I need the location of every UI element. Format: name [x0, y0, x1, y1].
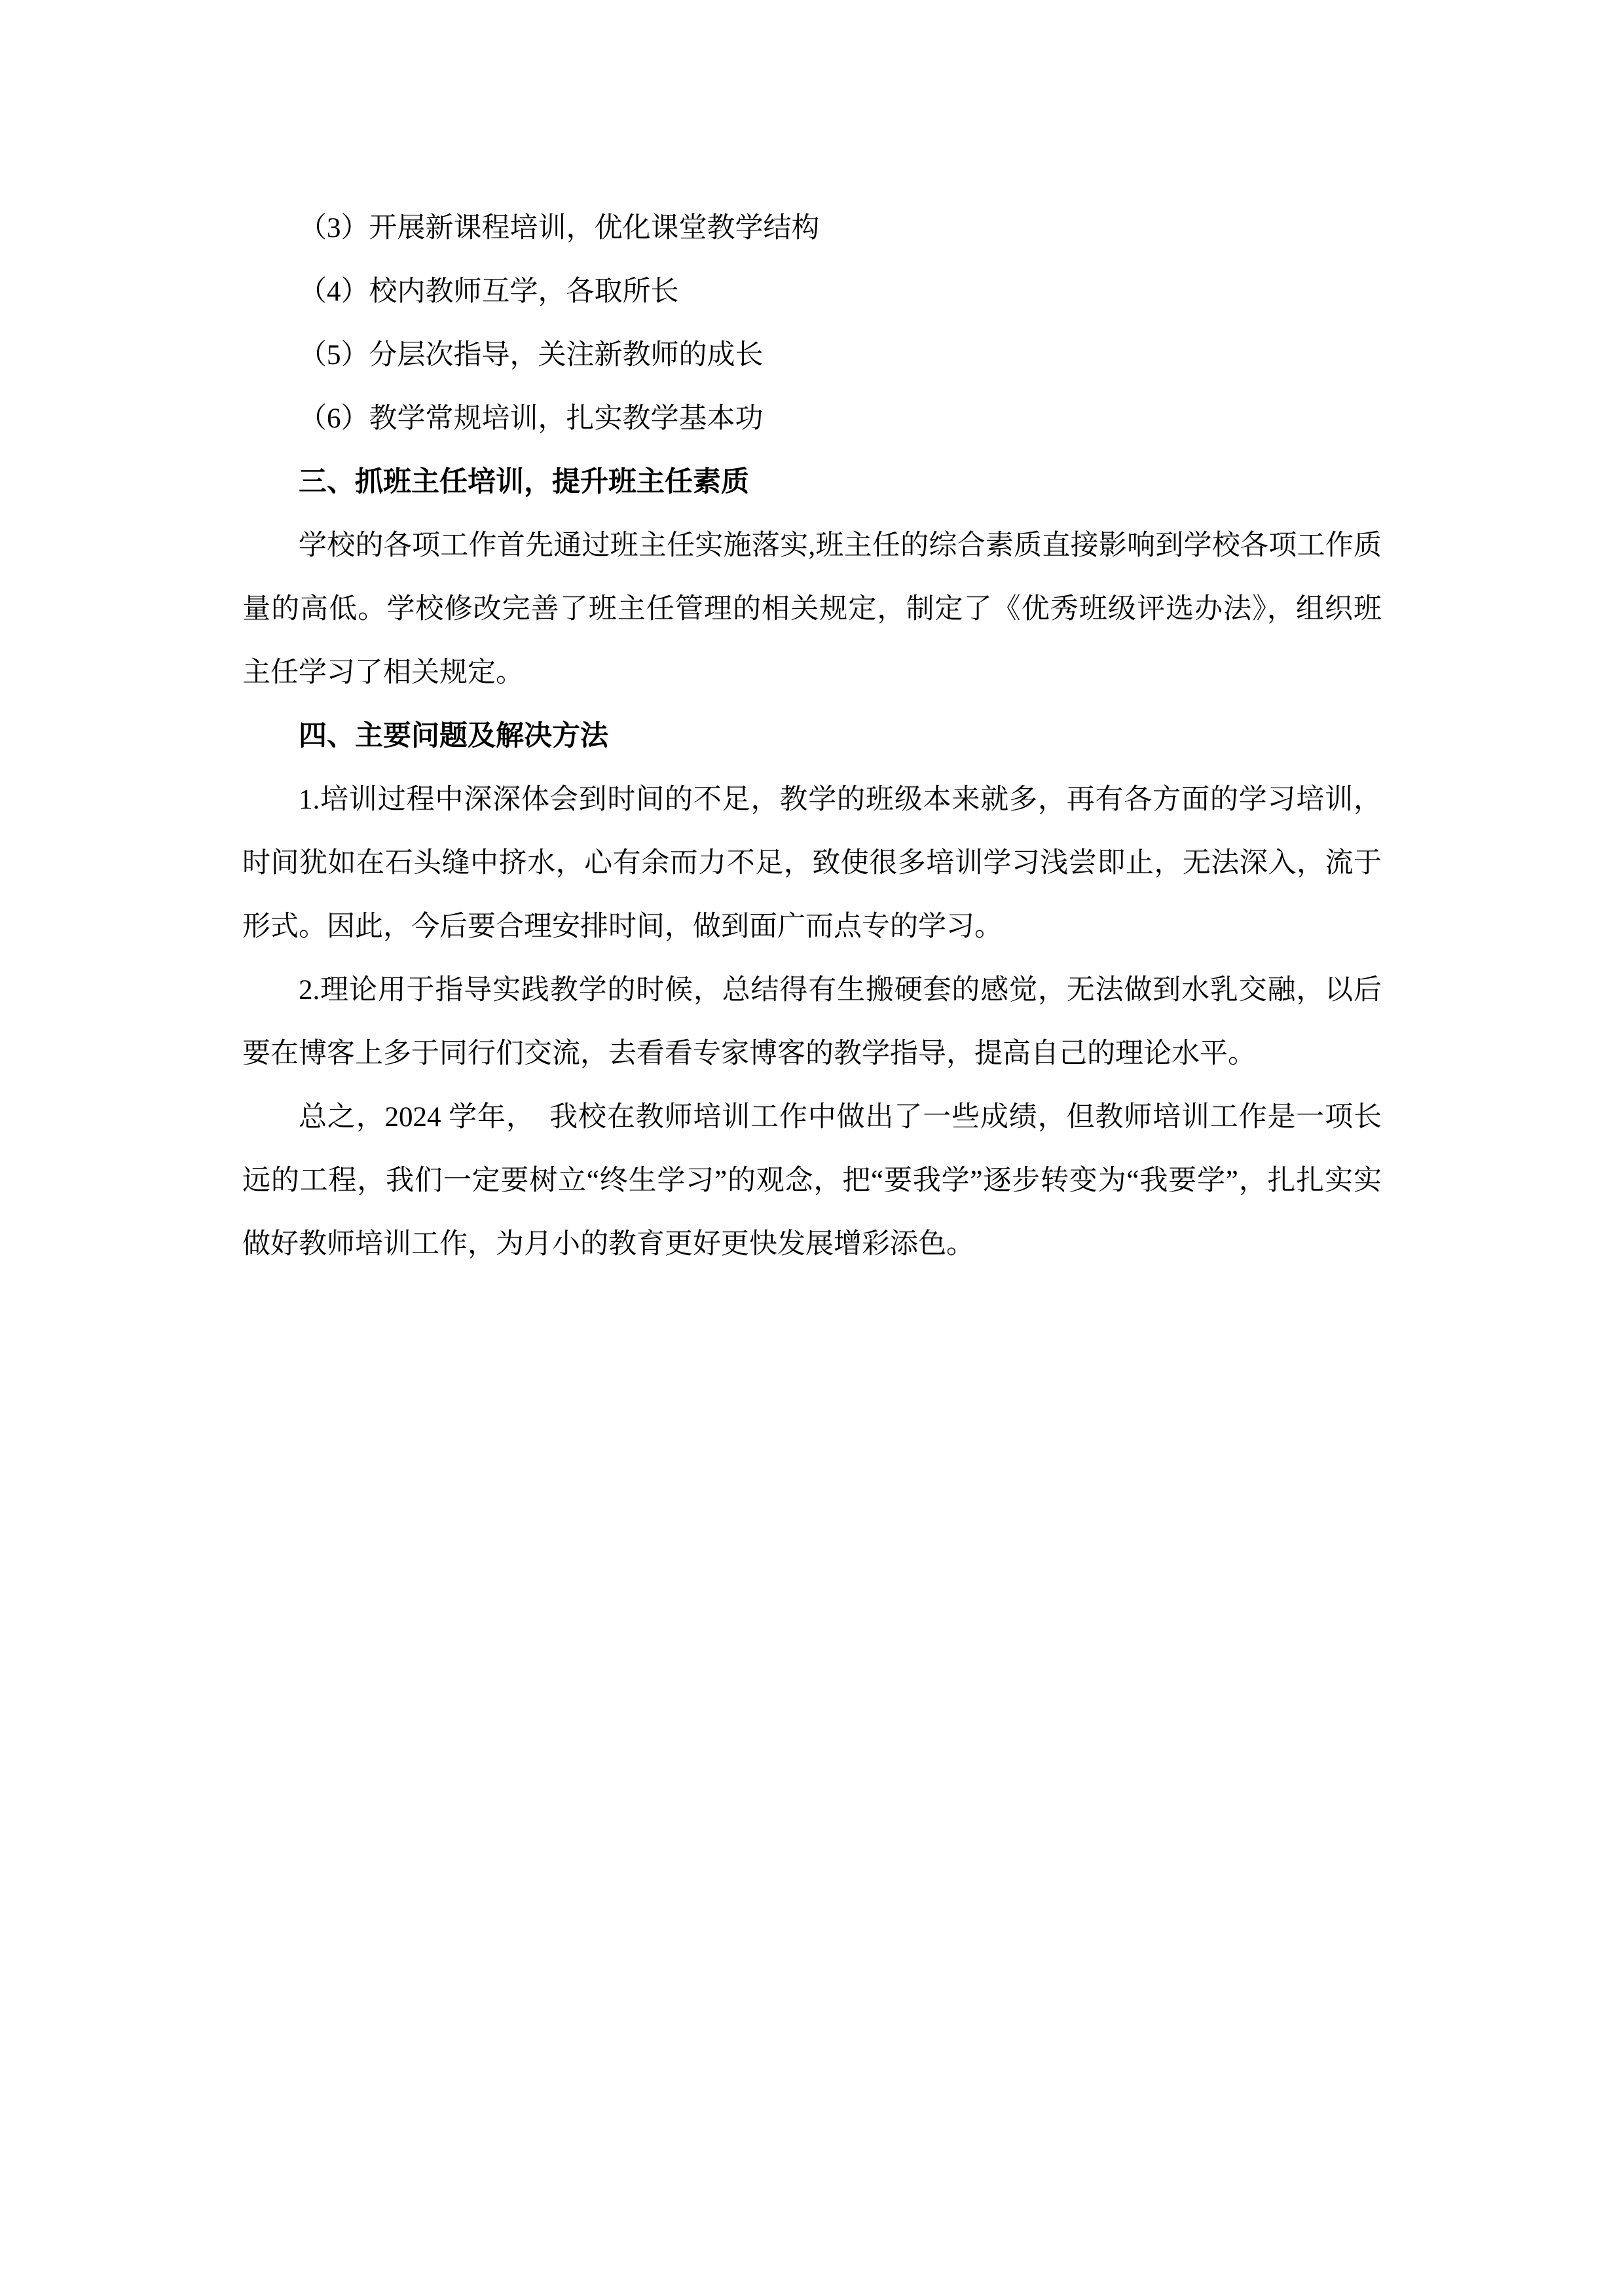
document-content [242, 196, 1382, 1276]
paragraph-class-teacher-training: 学校的各项工作首先通过班主任实施落实,班主任的综合素质直接影响到学校各项工作质量的高低。学校修改完善了班主任管理的相关规定，制定了《优秀班级评选办法》，组织班主任学习了相关规定。 [242, 530, 1382, 688]
paragraph-problem-1: 1.培训过程中深深体会到时间的不足，教学的班级本来就多，再有各方面的学习培训，时间犹如在石头缝中挤水，心有余而力不足，致使很多培训学习浅尝即止，无法深入，流于形式。因此，今后要合理安排时间，做到面广而点专的学习。 [242, 784, 1382, 942]
list-item-4: （4）校内教师互学，各取所长 [299, 276, 679, 307]
list-item-5: （5）分层次指导，关注新教师的成长 [299, 340, 764, 371]
list-item-3: （3）开展新课程培训，优化课堂教学结构 [299, 213, 820, 244]
heading-section-four: 四、主要问题及解决方法 [299, 721, 608, 752]
heading-section-three: 三、抓班主任培训，提升班主任素质 [299, 467, 749, 498]
paragraph-conclusion: 总之，2024 学年， 我校在教师培训工作中做出了一些成绩，但教师培训工作是一项长远的工程，我们一定要树立“终生学习”的观念，把“要我学”逐步转变为“我要学”，扎扎实实做好教师培训工作，为月小的教育更好更快发展增彩添色。 [242, 1102, 1382, 1260]
list-item-6: （6）教学常规培训，扎实教学基本功 [299, 403, 764, 434]
paragraph-problem-2: 2.理论用于指导实践教学的时候，总结得有生搬硬套的感觉，无法做到水乳交融，以后要在博客上多于同行们交流，去看看专家博客的教学指导，提高自己的理论水平。 [242, 975, 1382, 1069]
